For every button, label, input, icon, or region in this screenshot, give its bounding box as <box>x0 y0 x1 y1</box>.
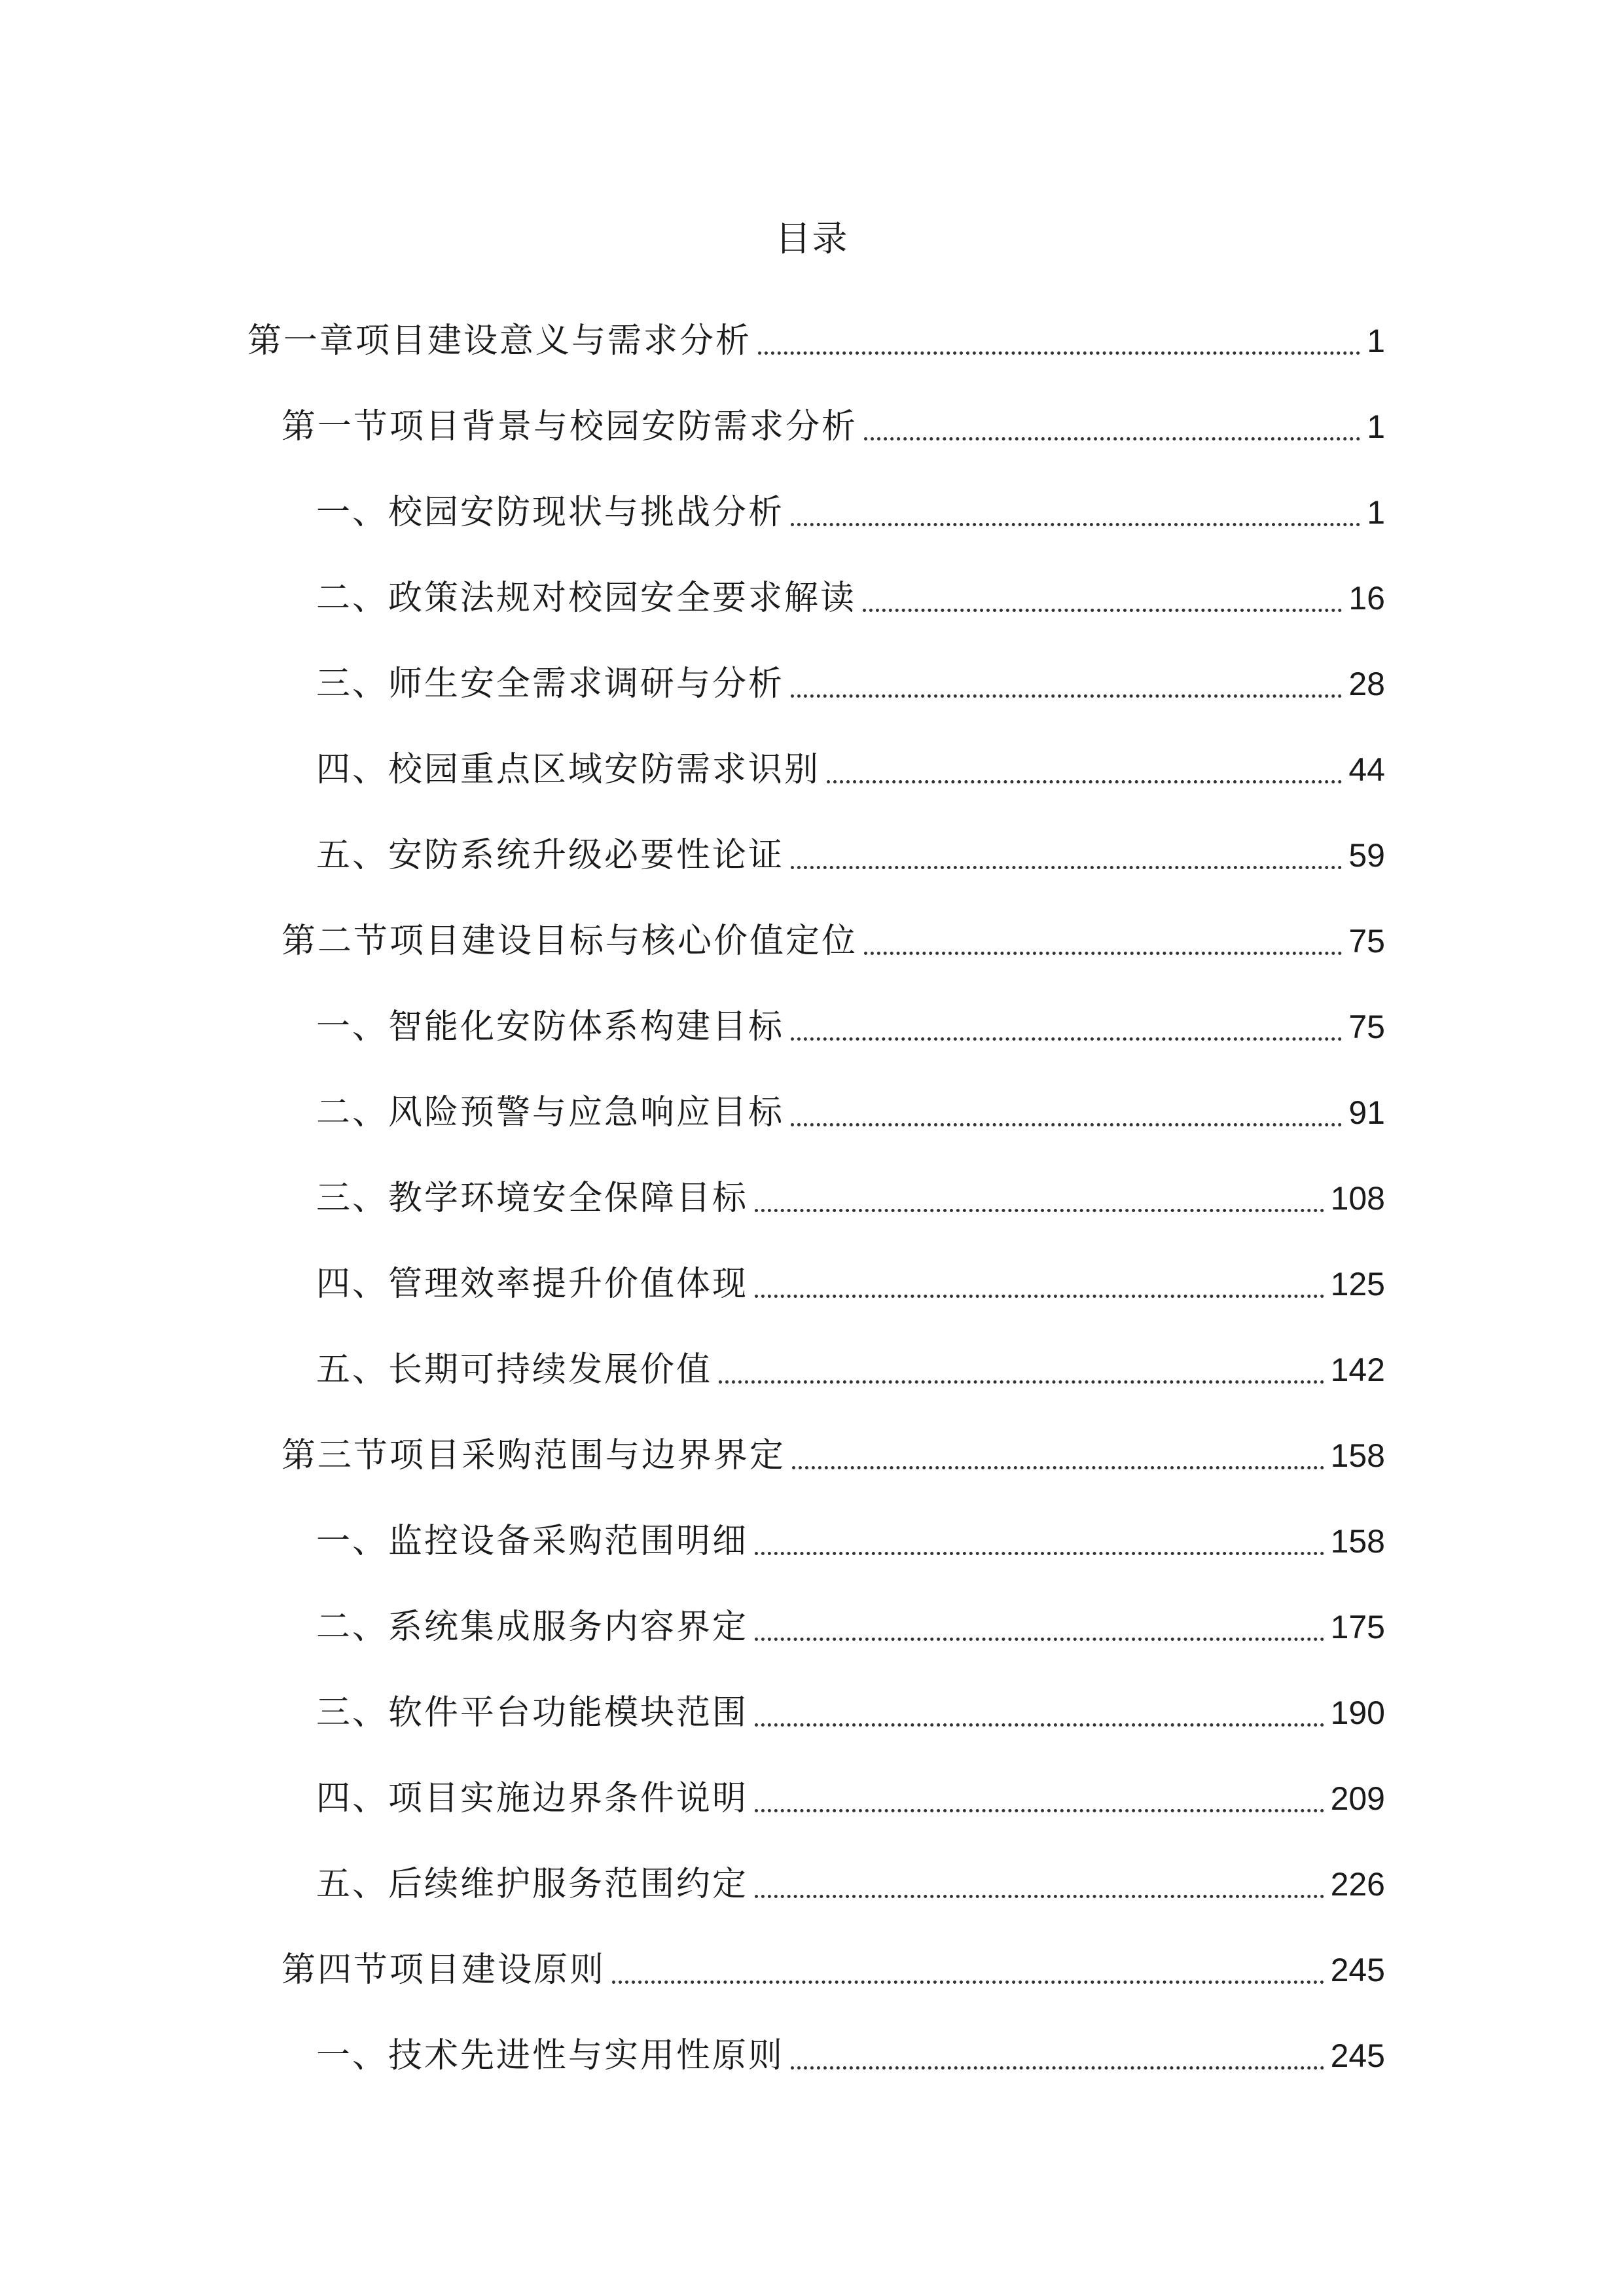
toc-dot-leader <box>791 1121 1342 1126</box>
toc-dot-leader <box>755 1721 1324 1727</box>
toc-dot-leader <box>827 778 1342 783</box>
toc-entry-title: 二、系统集成服务内容界定 <box>316 1607 749 1647</box>
toc-title: 目录 <box>775 218 849 259</box>
toc-entry-title: 第二节项目建设目标与核心价值定位 <box>281 921 858 961</box>
toc-entry[interactable] <box>316 1069 1385 1155</box>
toc-dot-leader <box>755 1635 1324 1641</box>
toc-entry-title: 一、校园安防现状与挑战分析 <box>316 492 785 532</box>
toc-entry-title: 第一章项目建设意义与需求分析 <box>247 321 752 361</box>
toc-page-number: 108 <box>1330 1179 1385 1217</box>
toc-dot-leader <box>755 1549 1324 1555</box>
toc-dot-leader <box>791 520 1360 526</box>
toc-dot-leader <box>791 1035 1342 1041</box>
toc-page-number: 175 <box>1330 1608 1385 1645</box>
toc-entry[interactable] <box>316 469 1385 555</box>
toc-entry[interactable] <box>316 726 1385 812</box>
toc-dot-leader <box>791 692 1342 698</box>
toc-dot-leader <box>791 2064 1324 2070</box>
toc-dot-leader <box>755 1206 1324 1212</box>
toc-entry[interactable] <box>247 298 1385 384</box>
toc-dot-leader <box>792 1463 1324 1469</box>
toc-dot-leader <box>755 1292 1324 1298</box>
toc-dot-leader <box>864 435 1360 440</box>
toc-page-number: 245 <box>1330 2037 1385 2074</box>
toc-dot-leader <box>612 1978 1324 1984</box>
toc-entry-title: 三、软件平台功能模块范围 <box>316 1693 749 1732</box>
toc-page-number: 75 <box>1348 922 1385 960</box>
toc-entry-title: 二、风险预警与应急响应目标 <box>316 1092 785 1132</box>
toc-entry[interactable] <box>316 2013 1385 2098</box>
toc-entry[interactable] <box>316 555 1385 641</box>
toc-page-number: 75 <box>1348 1008 1385 1045</box>
toc-entry[interactable] <box>316 984 1385 1069</box>
toc-entry-title: 四、校园重点区域安防需求识别 <box>316 749 821 789</box>
toc-entry-title: 四、管理效率提升价值体现 <box>316 1264 749 1304</box>
toc-dot-leader <box>755 1892 1324 1898</box>
toc-entry-title: 第一节项目背景与校园安防需求分析 <box>281 406 858 446</box>
toc-entry[interactable] <box>281 1927 1385 2013</box>
toc-entry-title: 四、项目实施边界条件说明 <box>316 1778 749 1818</box>
toc-entry[interactable] <box>281 384 1385 469</box>
toc-page-number: 1 <box>1367 322 1385 359</box>
toc-entry[interactable] <box>281 1412 1385 1498</box>
toc-page-number: 158 <box>1330 1437 1385 1474</box>
toc-list <box>0 298 1624 2098</box>
toc-entry-title: 第四节项目建设原则 <box>281 1950 606 1990</box>
toc-dot-leader <box>791 863 1342 869</box>
toc-page-number: 209 <box>1330 1780 1385 1817</box>
toc-entry[interactable] <box>281 898 1385 984</box>
toc-entry-title: 一、技术先进性与实用性原则 <box>316 2036 785 2075</box>
toc-entry-title: 一、监控设备采购范围明细 <box>316 1521 749 1561</box>
toc-dot-leader <box>755 1806 1324 1812</box>
toc-page-number: 142 <box>1330 1351 1385 1388</box>
toc-page-number: 245 <box>1330 1951 1385 1988</box>
toc-page-number: 91 <box>1348 1094 1385 1131</box>
toc-entry[interactable] <box>316 812 1385 898</box>
toc-dot-leader <box>864 949 1342 955</box>
toc-entry-title: 五、后续维护服务范围约定 <box>316 1864 749 1904</box>
toc-page-number: 59 <box>1348 836 1385 874</box>
toc-dot-leader <box>758 349 1360 355</box>
toc-entry-title: 五、安防系统升级必要性论证 <box>316 835 785 875</box>
toc-page-number: 1 <box>1367 493 1385 531</box>
toc-page-number: 190 <box>1330 1694 1385 1731</box>
toc-entry-title: 五、长期可持续发展价值 <box>316 1350 713 1390</box>
toc-entry[interactable] <box>316 1498 1385 1584</box>
toc-entry[interactable] <box>316 1155 1385 1241</box>
toc-entry[interactable] <box>316 641 1385 726</box>
toc-page-number: 226 <box>1330 1865 1385 1903</box>
toc-entry[interactable] <box>316 1755 1385 1841</box>
toc-dot-leader <box>719 1378 1324 1384</box>
toc-dot-leader <box>863 606 1342 612</box>
toc-entry-title: 三、师生安全需求调研与分析 <box>316 664 785 704</box>
toc-entry[interactable] <box>316 1327 1385 1412</box>
toc-entry-title: 二、政策法规对校园安全要求解读 <box>316 578 857 618</box>
toc-page-number: 158 <box>1330 1522 1385 1560</box>
toc-page-number: 16 <box>1348 579 1385 617</box>
toc-entry[interactable] <box>316 1584 1385 1670</box>
toc-page-number: 1 <box>1367 408 1385 445</box>
toc-page-number: 125 <box>1330 1265 1385 1302</box>
toc-entry[interactable] <box>316 1241 1385 1327</box>
toc-page-number: 44 <box>1348 751 1385 788</box>
toc-entry[interactable] <box>316 1841 1385 1927</box>
toc-entry-title: 三、教学环境安全保障目标 <box>316 1178 749 1218</box>
toc-entry-title: 第三节项目采购范围与边界界定 <box>281 1435 786 1475</box>
toc-entry[interactable] <box>316 1670 1385 1755</box>
toc-page-number: 28 <box>1348 665 1385 702</box>
toc-entry-title: 一、智能化安防体系构建目标 <box>316 1007 785 1047</box>
